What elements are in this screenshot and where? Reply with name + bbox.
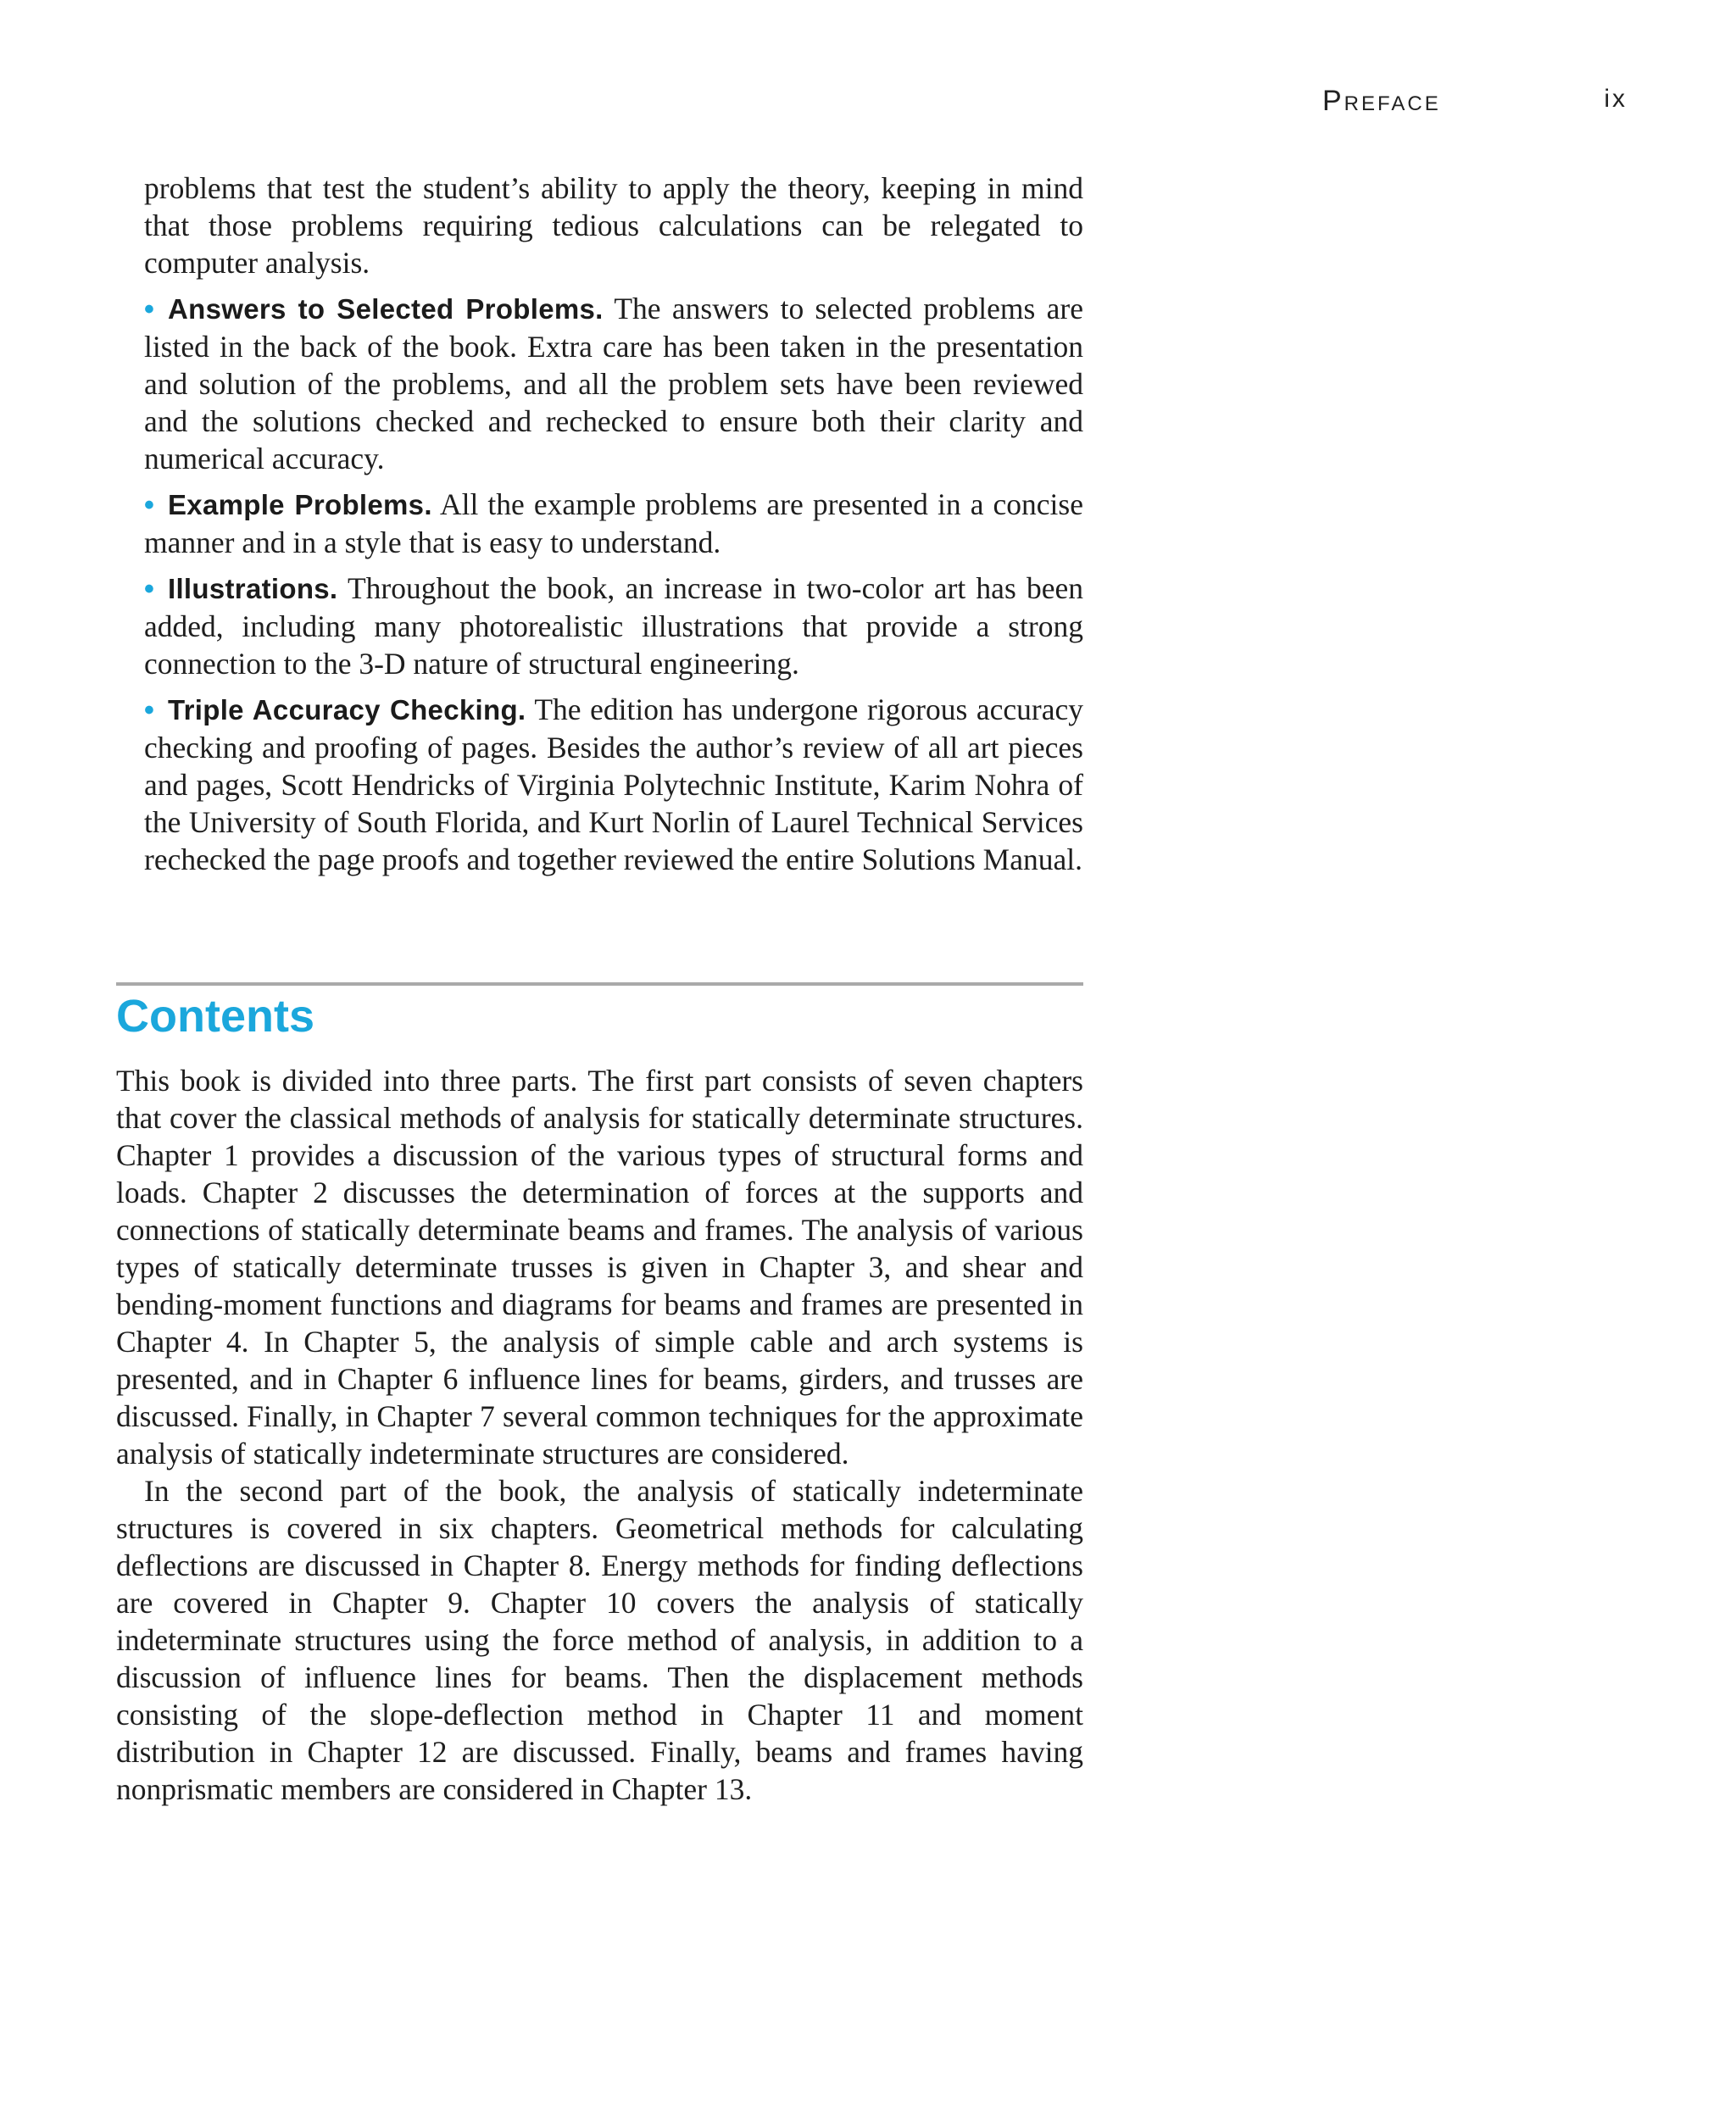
list-item: [144, 691, 1083, 878]
bullet-text: Throughout the book, an increase in two-color art has been added, including many photorealistic illustrations that provide a strong connection to the 3-D nature of structural engineering.: [144, 571, 1083, 681]
bullet-icon: •: [144, 293, 154, 325]
bullet-text: The edition has undergone rigorous accuracy checking and proofing of pages. Besides the author’s review of all art pieces and pages, Scott Hendricks of Virginia Polytechnic Institute, Karim Nohra of the University of South Florida, and Kurt Norlin of Laurel Technical Services rechecked the page proofs and together reviewed the entire Solutions Manual.: [144, 692, 1084, 876]
contents-paragraph: In the second part of the book, the analysis of statically indeterminate structures is covered in six chapters. Geometrical methods for calculating deflections are discussed in Chapter 8. Energy methods for finding deflections are covered in Chapter 9. Chapter 10 covers the analysis of statically indeterminate structures using the force method of analysis, in addition to a discussion of influence lines for beams. Then the displacement methods consisting of the slope-deflection method in Chapter 11 and moment distribution in Chapter 12 are discussed. Finally, beams and frames having nonprismatic members are considered in Chapter 13.: [116, 1474, 1083, 1806]
list-item: [144, 486, 1083, 561]
list-item: [144, 570, 1083, 682]
bullet-heading: Triple Accuracy Checking.: [168, 694, 526, 725]
bullet-icon: •: [144, 694, 154, 726]
bullet-heading: Illustrations.: [168, 573, 338, 604]
contents-paragraph: This book is divided into three parts. The first part consists of seven chapters that cover the classical methods of analysis for statically determinate structures. Chapter 1 provides a discussion of the various types of structural forms and loads. Chapter 2 discusses the determination of forces at the supports and connections of statically determinate beams and frames. The analysis of various types of statically determinate trusses is given in Chapter 3, and shear and bending-moment functions and diagrams for beams and frames are presented in Chapter 4. In Chapter 5, the analysis of simple cable and arch systems is presented, and in Chapter 6 influence lines for beams, girders, and trusses are discussed. Finally, in Chapter 7 several common techniques for the approximate analysis of statically indeterminate structures are considered.: [116, 1064, 1083, 1470]
page-number: ix: [1604, 85, 1628, 113]
section-title: Contents: [116, 991, 314, 1042]
bullet-text: The answers to selected problems are listed in the back of the book. Extra care has been taken in the presentation and solution of the problems, and all the problem sets have been reviewed and the solutions checked and rechecked to ensure both their clarity and numerical accuracy.: [144, 292, 1084, 475]
section-divider: [116, 982, 1083, 986]
list-item: [144, 290, 1083, 477]
bullet-icon: •: [144, 573, 154, 605]
running-head-section: Preface: [1322, 85, 1441, 117]
bullet-icon: •: [144, 489, 154, 521]
feature-list: [144, 290, 1083, 878]
bullet-heading: Example Problems.: [168, 489, 432, 520]
bullet-heading: Answers to Selected Problems.: [168, 293, 604, 325]
contents-body: [116, 1062, 1083, 1808]
intro-paragraph: problems that test the student’s ability to apply the theory, keeping in mind that those problems requiring tedious calculations can be relegated to computer analysis.: [144, 171, 1083, 280]
bullet-text: All the example problems are presented in a concise manner and in a style that is easy to understand.: [144, 487, 1083, 559]
preface-body: [144, 170, 1083, 878]
running-head: [1322, 85, 1628, 127]
